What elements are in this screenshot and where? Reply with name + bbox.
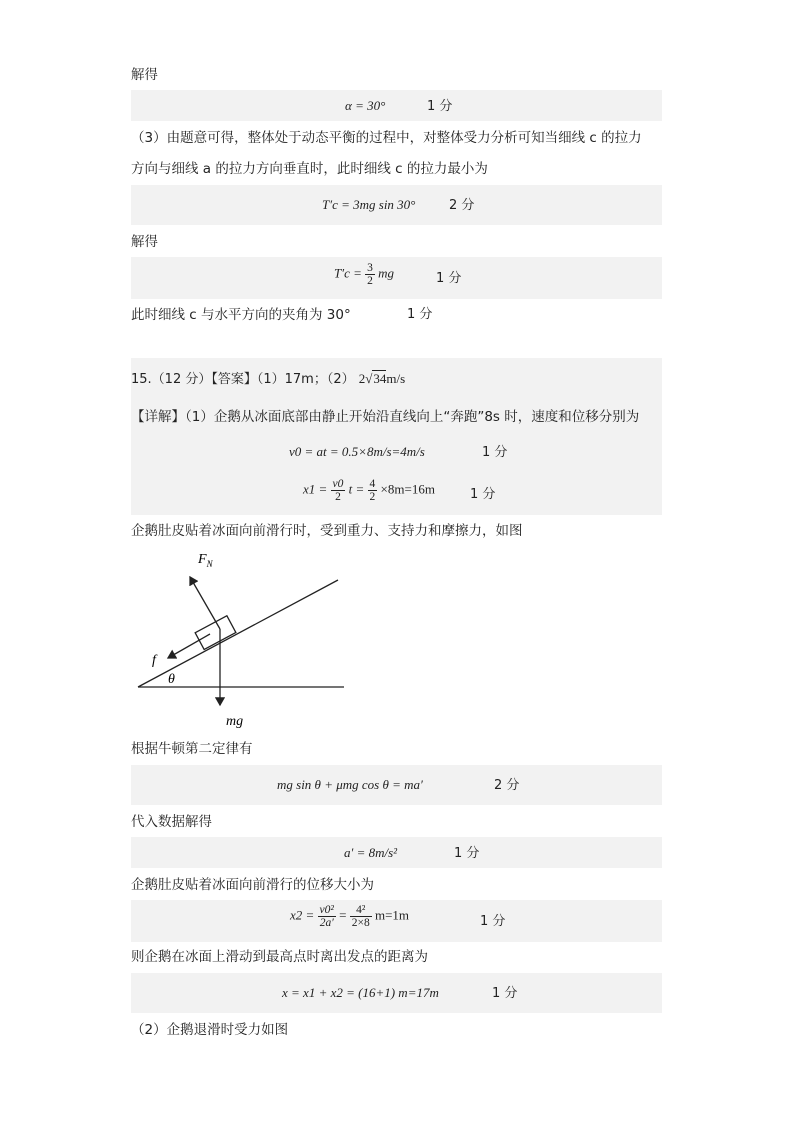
score-x2: 1 分 xyxy=(480,914,506,929)
equation-a-prime: a′ = 8m/s² xyxy=(344,845,398,860)
score-angle: 1 分 xyxy=(407,307,433,322)
text-detail: 【详解】（1）企鹅从冰面底部由静止开始沿直线向上“奔跑”8s 时，速度和位移分别为 xyxy=(131,409,640,425)
normal-force-arrow xyxy=(190,577,220,629)
force-diagram xyxy=(130,545,360,735)
x1-f2-numerator: 4 xyxy=(369,478,376,490)
answer-q15-radicand: 34 xyxy=(373,371,387,386)
x1-rhs: ×8m=16m xyxy=(380,481,435,497)
score-alpha: 1 分 xyxy=(427,99,453,114)
score-v0: 1 分 xyxy=(482,445,508,460)
text-jiede-1: 解得 xyxy=(131,67,158,83)
x2-f1-denominator: 2a′ xyxy=(319,917,334,929)
score-a-prime: 1 分 xyxy=(454,846,480,861)
x2-f2-denominator: 2×8 xyxy=(351,917,370,929)
text-part2: （2）企鹅退滑时受力如图 xyxy=(131,1022,289,1038)
x1-mid: t = xyxy=(348,481,365,497)
text-part3-line1: （3）由题意可得，整体处于动态平衡的过程中，对整体受力分析可知当细线 c 的拉力 xyxy=(131,130,642,146)
text-substitute: 代入数据解得 xyxy=(131,814,212,830)
incline-line xyxy=(138,580,338,687)
answer-q15-unit: m/s xyxy=(386,371,406,386)
equation-x-total: x = x1 + x2 = (16+1) m=17m xyxy=(282,985,439,1000)
equation-tc-value xyxy=(334,262,394,287)
x2-lhs: x2 = xyxy=(290,907,315,923)
equation-x2: x2 = $\frac{\text{v0²}}{2a'}$ = $\frac{\text{4²}}{2\times 8}$ m=1m xyxy=(290,904,410,929)
equation-newton: mg sin θ + μmg cos θ = ma′ xyxy=(277,777,423,792)
equation-tc-min: T′c = 3mg sin 30° xyxy=(322,197,416,212)
label-theta: θ xyxy=(168,672,175,687)
x2-fraction-2 xyxy=(350,904,372,929)
tc-value-fraction xyxy=(365,262,375,287)
equation-band-alpha xyxy=(131,90,662,121)
x1-f1-denominator: 2 xyxy=(335,491,341,503)
answer-q15: 15.（12 分）【答案】（1）17m；（2） 2√34m/s xyxy=(131,371,406,387)
text-angle: 此时细线 c 与水平方向的夹角为 30° xyxy=(131,307,351,323)
score-x1: 1 分 xyxy=(470,487,496,502)
text-slide-force: 企鹅肚皮贴着冰面向前滑行时，受到重力、支持力和摩擦力，如图 xyxy=(131,523,523,539)
x2-rhs: m=1m xyxy=(374,907,410,923)
equation-x1 xyxy=(303,478,435,503)
tc-value-rhs: mg xyxy=(378,265,395,281)
score-tc-min: 2 分 xyxy=(449,198,475,213)
score-newton: 2 分 xyxy=(494,778,520,793)
x1-fraction-1 xyxy=(331,478,346,503)
x1-f2-denominator: 2 xyxy=(369,491,376,503)
equation-v0: v0 = at = 0.5×8m/s=4m/s xyxy=(289,444,425,459)
x2-f2-numerator: 4² xyxy=(350,904,372,917)
text-newton: 根据牛顿第二定律有 xyxy=(131,741,253,757)
label-mg: mg xyxy=(226,714,244,729)
label-friction: f xyxy=(152,653,156,668)
text-part3-line2: 方向与细线 a 的拉力方向垂直时，此时细线 c 的拉力最小为 xyxy=(131,161,488,177)
label-fn: $F_N$ xyxy=(198,552,213,569)
answer-q15-text: 15.（12 分）【答案】（1）17m；（2） xyxy=(131,372,355,387)
x1-f1-numerator: v0 xyxy=(332,478,344,490)
text-slide-displacement: 企鹅肚皮贴着冰面向前滑行的位移大小为 xyxy=(131,877,374,893)
tc-value-numerator: 3 xyxy=(367,262,373,274)
answer-q15-root-coef: 2 xyxy=(358,371,366,386)
x2-fraction-1 xyxy=(318,904,336,929)
tc-value-lhs: T′c = xyxy=(334,265,362,281)
x2-f1-numerator: v0² xyxy=(319,904,334,916)
equation-band-tc-value xyxy=(131,257,662,299)
tc-value-denominator: 2 xyxy=(367,275,373,287)
equation-alpha: α = 30° xyxy=(345,98,386,113)
text-jiede-2: 解得 xyxy=(131,234,158,250)
text-max-distance: 则企鹅在冰面上滑动到最高点时离出发点的距离为 xyxy=(131,949,428,965)
score-x-total: 1 分 xyxy=(492,986,518,1001)
score-tc-value: 1 分 xyxy=(436,271,462,286)
x1-lhs: x1 = xyxy=(303,481,328,497)
x1-fraction-2 xyxy=(368,478,378,503)
